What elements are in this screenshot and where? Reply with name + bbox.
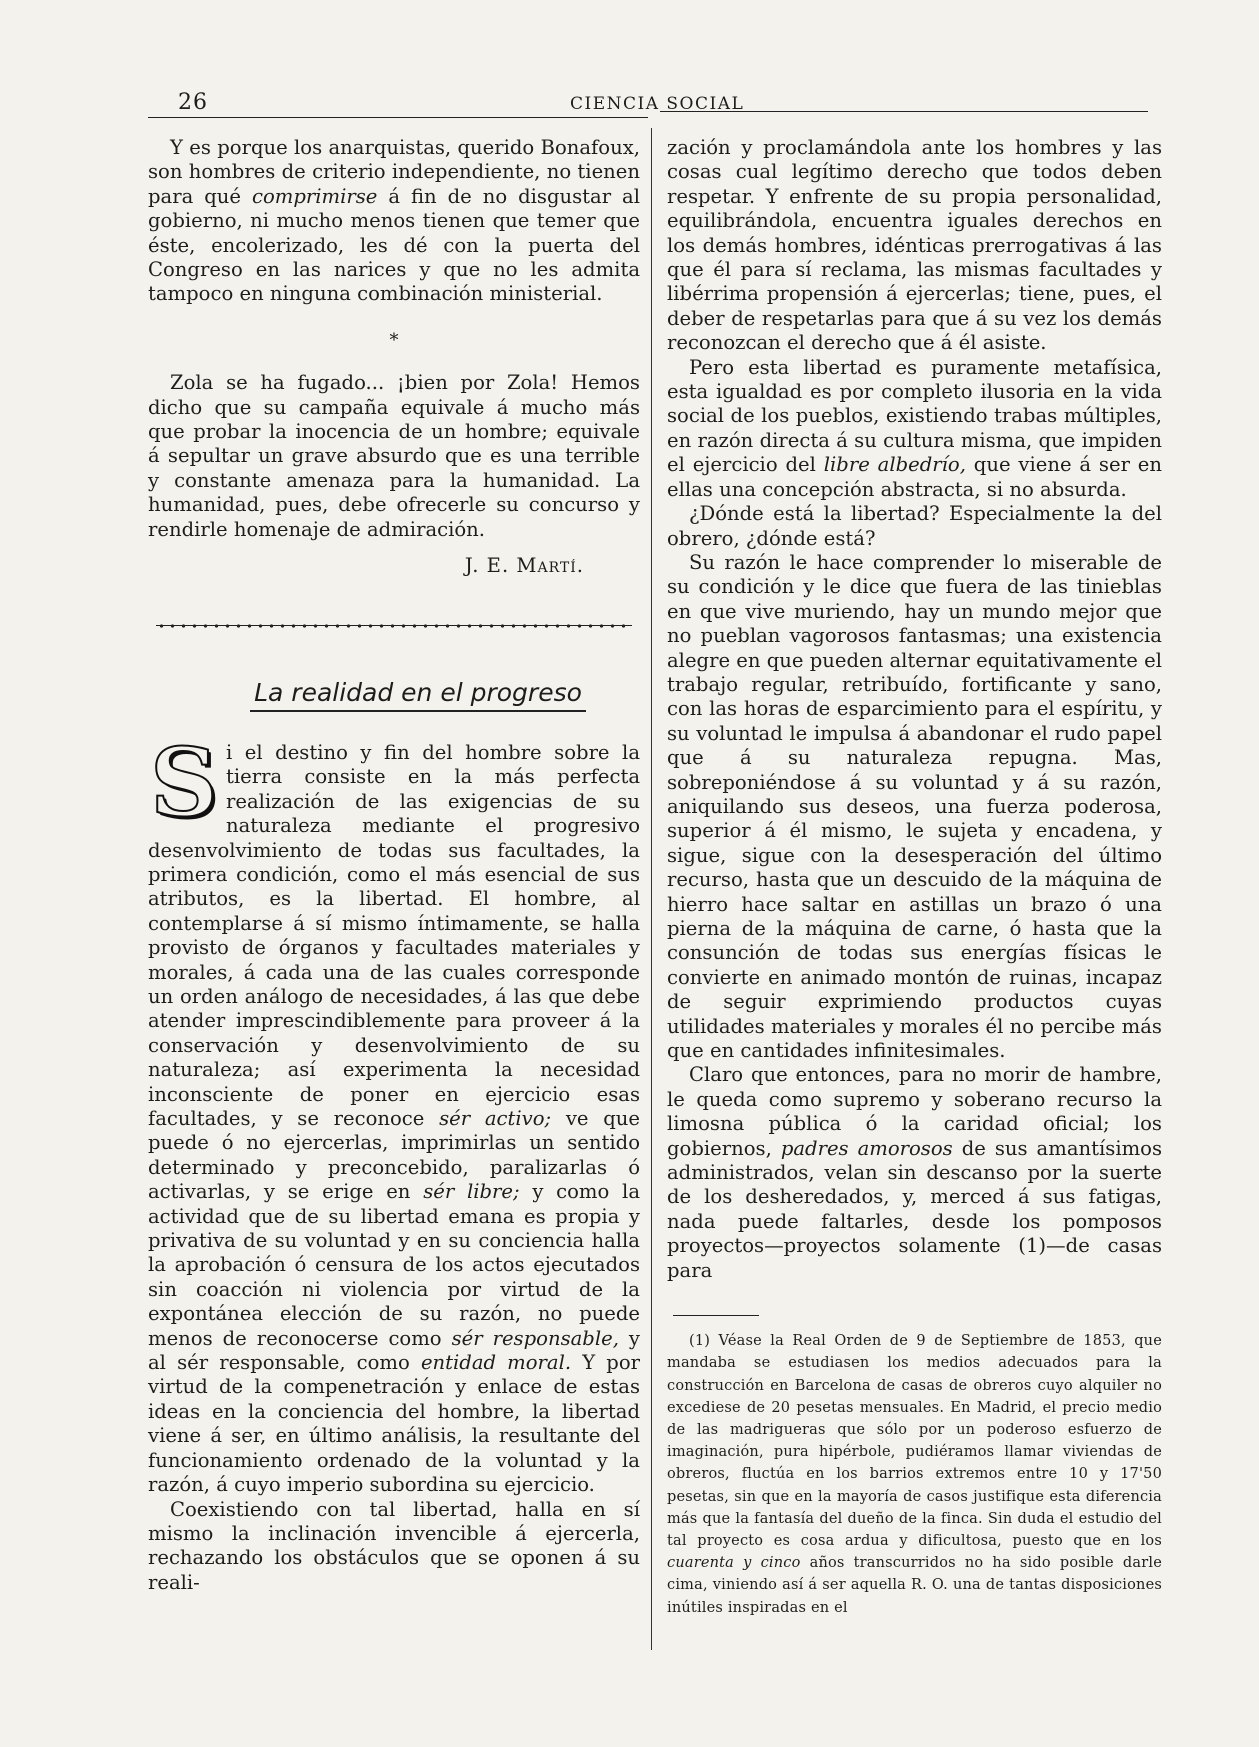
section-asterisk: * — [389, 329, 399, 351]
paragraph: Zola se ha fugado... ¡bien por Zola! Hemos dicho que su campaña equivale á mucho más que probar la inocencia de un hombre; equivale á sepultar un grave absurdo que es una terrible y constante amenaza para la humanidad. La humanidad, pues, debe ofrecerle su concurso y rendirle homenaje de admiración. — [148, 371, 640, 541]
paragraph: Claro que entonces, para no morir de hambre, le queda como supremo y soberano recurso la limosna pública ó la caridad oficial; los gobiernos, padres amorosos de sus amantísimos administrados, velan sin descanso por la suerte de los desheredados, y, merced á sus fatigas, nada puede faltarles, desde los pomposos proyectos—proyectos solamente (1)—de casas para — [667, 1063, 1163, 1282]
column-divider — [651, 128, 652, 1650]
drop-cap: S — [150, 727, 218, 838]
paragraph: ¿Dónde está la libertad? Especialmente la del obrero, ¿dónde está? — [667, 502, 1162, 550]
ornamental-divider — [156, 623, 632, 629]
right-column — [667, 136, 1162, 1619]
paragraph: Coexistiendo con tal libertad, halla en sí mismo la inclinación invencible á ejercerla, rechazando los obstáculos que se oponen á su reali- — [148, 1497, 640, 1594]
header-rule — [660, 111, 1148, 112]
paragraph: Su razón le hace comprender lo miserable de su condición y le dice que fuera de las tinieblas en que vive muriendo, hay un mundo mejor que no pueblan vagorosos fantasmas; una existencia alegre en que pueden alternar equitativamente el trabajo regular, retribuído, fortificante y sano, con las horas de esparcimiento para el espíritu, y su voluntad le impulsa á abandonar el rudo papel que á su naturaleza repugna. Mas, sobreponiéndose á su voluntad y á su razón, aniquilando sus deseos, una fuerza poderosa, superior á él mismo, le sujeta y encadena, y sigue, sigue con la desesperación del último recurso, hasta que un descuido de la máquina de hierro hace saltar en astillas un brazo ó una pierna de la máquina de carne, ó hasta que la consunción de todas sus energías físicas le convierte en animado montón de ruinas, incapaz de seguir exprimiendo productos cuyas utilidades materiales y morales él no percibe más que en cantidades infinitesimales. — [667, 550, 1162, 1063]
header-rule — [148, 117, 648, 118]
page-number: 26 — [178, 90, 208, 115]
page-header — [148, 90, 1148, 120]
left-column — [148, 136, 640, 1595]
article-title: La realidad en el progreso — [196, 681, 640, 705]
footnote-rule — [673, 1315, 759, 1316]
paragraph: Y es porque los anarquistas, querido Bonafoux, son hombres de criterio independiente, no tienen para qué comprimirse á fin de no disgustar al gobierno, ni mucho menos tienen que temer que éste, encolerizado, les dé con la puerta del Congreso en las narices y que no les admita tampoco en ninguna combinación ministerial. — [148, 136, 640, 306]
author-signature: J. E. Martí. — [464, 554, 584, 578]
paragraph: Pero esta libertad es puramente metafísica, esta igualdad es por completo ilusoria en la vida social de los pueblos, existiendo trabas múltiples, en razón directa á su cultura misma, que impiden el ejercicio del libre albedrío, que viene á ser en ellas una concepción abstracta, si no absurda. — [667, 355, 1163, 501]
running-title: CIENCIA SOCIAL — [570, 94, 745, 114]
paragraph: zación y proclamándola ante los hombres y las cosas cual legítimo derecho que todos deben respetar. Y enfrente de su propia personalidad, equilibrándola, encuentra iguales derechos en los demás hombres, idénticas prerrogativas á las que él para sí reclama, las mismas facultades y libérrima propensión á ejercerlas; tiene, pues, el deber de respetarlas para que á su vez los demás reconozcan el derecho que á él asiste. — [667, 136, 1162, 355]
footnote: (1) Véase la Real Orden de 9 de Septiembre de 1853, que mandaba se estudiasen los medios adecuados para la construcción en Barcelona de casas de obreros cuyo alquiler no excediese de 20 pesetas mensuales. En Madrid, el precio medio de las madrigueras que sólo por un poderoso esfuerzo de imaginación, pura hipérbole, pudiéramos llamar viviendas de obreros, fluctúa en los barrios extremos entre 10 y 17'50 pesetas, sin que en la mayoría de casos justifique esta diferencia más que la fantasía del dueño de la finca. Sin duda el estudio del tal proyecto es cosa ardua y dificultosa, puesto que en los cuarenta y cinco años transcurridos no ha sido posible darle cima, viniendo así á ser aquella R. O. una de tantas disposiciones inútiles inspiradas en el — [667, 1333, 1162, 1616]
paragraph: Si el destino y fin del hombre sobre la tierra consiste en la más perfecta realización de las exigencias de su naturaleza mediante el progresivo desenvolvimiento de todas sus facultades, la primera condición, como el más esencial de sus atributos, es la libertad. El hombre, al contemplarse á sí mismo íntimamente, se halla provisto de órganos y facultades materiales y morales, á cada una de las cuales corresponde un orden análogo de necesidades, á las que debe atender imprescindiblemente para proveer á la conservación y desenvolvimiento de su naturaleza; así experimenta la necesidad inconsciente de poner en ejercicio esas facultades, y se reconoce sér activo; ve que puede ó no ejercerlas, imprimirlas un sentido determinado y preconcebido, paralizarlas ó activarlas, y se erige en sér libre; y como la actividad que de su libertad emana es propia y privativa de su voluntad y en su conciencia halla la aprobación ó censura de los actos ejecutados sin coacción ni violencia por virtud de la expontánea elección de su razón, no puede menos de reconocerse como sér responsable, y al sér responsable, como entidad moral. Y por virtud de la compenetración y enlace de estas ideas en la conciencia del hombre, la libertad viene á ser, en último análisis, la resultante del funcionamiento ordenado de la voluntad y la razón, á cuyo imperio subordina su ejercicio. — [148, 727, 641, 1497]
